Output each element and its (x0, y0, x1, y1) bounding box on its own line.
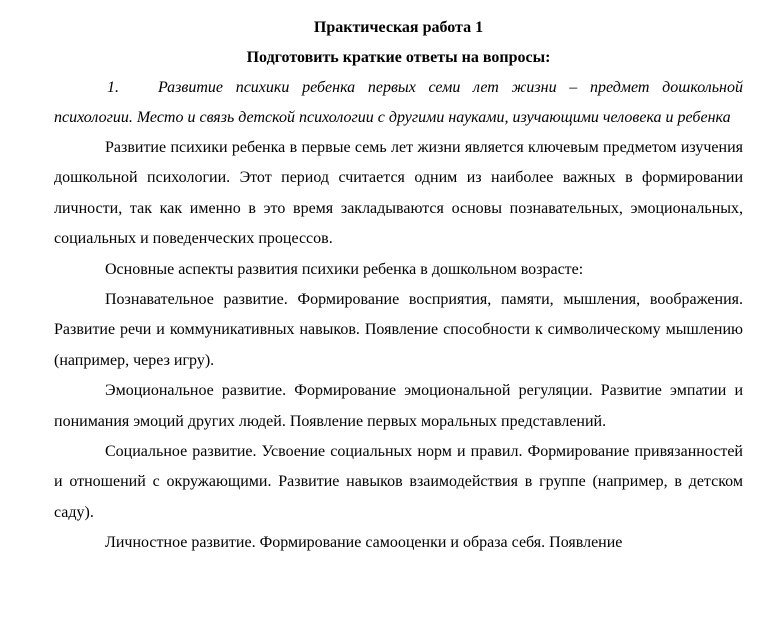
document-page (54, 0, 743, 559)
question-number: 1. (107, 79, 119, 96)
paragraph-aspects-heading: Основные аспекты развития психики ребенка в дошкольном возрасте: (105, 260, 584, 278)
document-title: Практическая работа 1 (313, 19, 484, 36)
question-heading (54, 73, 743, 133)
question-text: Развитие психики ребенка первых семи лет жизни – предмет дошкольной психологии. Место и связь детской психологии с другими науками, изучающими человека и ребенка (54, 79, 743, 126)
paragraph-emotional: Эмоциональное развитие. Формирование эмоциональной регуляции. Развитие эмпатии и понимания эмоций других людей. Появление первых моральных представлений. (54, 382, 743, 430)
paragraph-personal: Личностное развитие. Формирование самооценки и образа себя. Появление (105, 534, 623, 552)
paragraph-intro: Развитие психики ребенка в первые семь лет жизни является ключевым предметом изучения дошкольной психологии. Этот период считается одним из наиболее важных в формировании личности, так как именно в это время закладываются основы познавательных, эмоциональных, социальных и поведенческих процессов. (54, 139, 743, 248)
paragraph-social: Социальное развитие. Усвоение социальных норм и правил. Формирование привязанностей и отношений с окружающими. Развитие навыков взаимодействия в группе (например, в детском саду). (54, 443, 743, 521)
document-subtitle: Подготовить краткие ответы на вопросы: (246, 49, 551, 66)
paragraph-cognitive: Познавательное развитие. Формирование восприятия, памяти, мышления, воображения. Развитие речи и коммуникативных навыков. Появление способности к символическому мышлению (например, через игру). (54, 291, 743, 369)
